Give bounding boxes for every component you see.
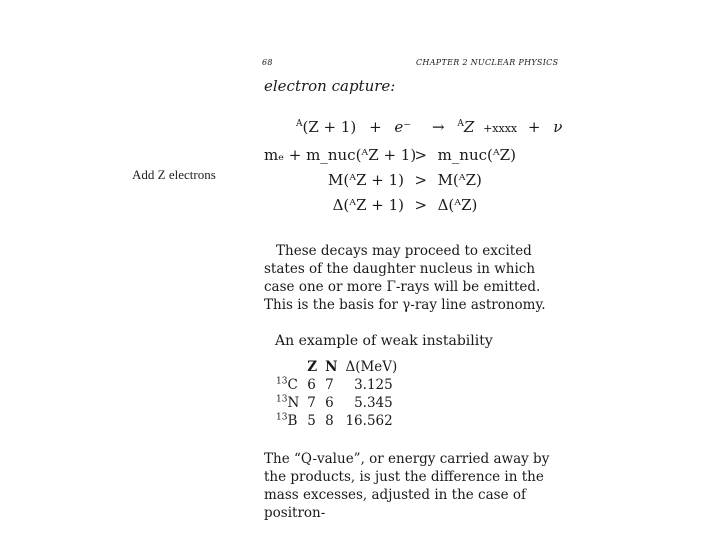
table-row [272, 394, 407, 412]
z-cell: 6 [307, 377, 316, 393]
table-row [272, 376, 407, 394]
n-cell: 8 [325, 413, 334, 429]
rhs-nucleus: Z [463, 118, 475, 136]
annotation-text: Add Z electrons [132, 167, 216, 182]
electron-symbol: e⁻ [394, 118, 412, 136]
condition-row-2 [264, 171, 482, 189]
z-cell: 7 [307, 395, 316, 411]
table-header-cell [272, 358, 303, 376]
z-cell: 5 [307, 413, 316, 429]
lhs-mass-number: A [296, 119, 303, 129]
delta-cell: 3.125 [354, 377, 393, 393]
table-header-cell: N [325, 359, 338, 375]
condition-rel: > [414, 171, 428, 189]
paragraph-decays: These decays may proceed to excited states of the daughter nucleus in which case one or more Γ-rays will be emitted. This is the basis for γ-ray line astronomy. [264, 243, 546, 313]
delta-cell: 5.345 [354, 395, 393, 411]
table-header-cell: Z [307, 359, 318, 375]
n-cell: 6 [325, 395, 334, 411]
condition-rel: > [414, 196, 428, 214]
element-symbol: B [287, 413, 298, 429]
neutrino-symbol: ν [553, 118, 563, 136]
rhs-mass-number: A [457, 119, 464, 129]
table-header-row [272, 358, 407, 376]
n-cell: 7 [325, 377, 334, 393]
condition-row-1 [264, 146, 516, 164]
element-symbol: N [287, 395, 300, 411]
mass-number: 13 [276, 376, 288, 387]
mass-number: 13 [276, 394, 288, 405]
table-title: An example of weak instability [275, 333, 493, 349]
scribble-mark: +xxxx [483, 122, 518, 135]
condition-rhs: M(ᴬZ) [437, 171, 482, 189]
nuclide-cell [272, 412, 303, 430]
condition-lhs: mₑ + m_nuc(ᴬZ + 1) [264, 146, 417, 164]
section-heading: electron capture: [264, 77, 396, 95]
reaction-equation [296, 118, 562, 136]
condition-lhs: M(ᴬZ + 1) [328, 171, 404, 189]
table-header-cell: Δ(MeV) [345, 359, 398, 375]
weak-instability-table [272, 358, 407, 430]
arrow-symbol: → [432, 118, 445, 136]
condition-lhs: Δ(ᴬZ + 1) [332, 196, 404, 214]
paragraph-q-value: The “Q-value”, or energy carried away by the products, is just the difference in the mass excesses, adjusted in the case of positron- [264, 451, 550, 521]
mass-number: 13 [276, 412, 288, 423]
nuclide-cell [272, 376, 303, 394]
condition-row-3 [264, 196, 477, 214]
table-row [272, 412, 407, 430]
condition-rel: > [414, 146, 428, 164]
page-number: 68 [262, 58, 273, 67]
condition-rhs: m_nuc(ᴬZ) [437, 146, 516, 164]
lhs-nucleus: (Z + 1) [302, 118, 357, 136]
element-symbol: C [287, 377, 298, 393]
plus-sign: + [369, 118, 382, 136]
plus-sign-2: + [527, 118, 541, 136]
running-header: CHAPTER 2 NUCLEAR PHYSICS [416, 58, 559, 67]
condition-rhs: Δ(ᴬZ) [437, 196, 478, 214]
nuclide-cell [272, 394, 303, 412]
delta-cell: 16.562 [345, 413, 393, 429]
